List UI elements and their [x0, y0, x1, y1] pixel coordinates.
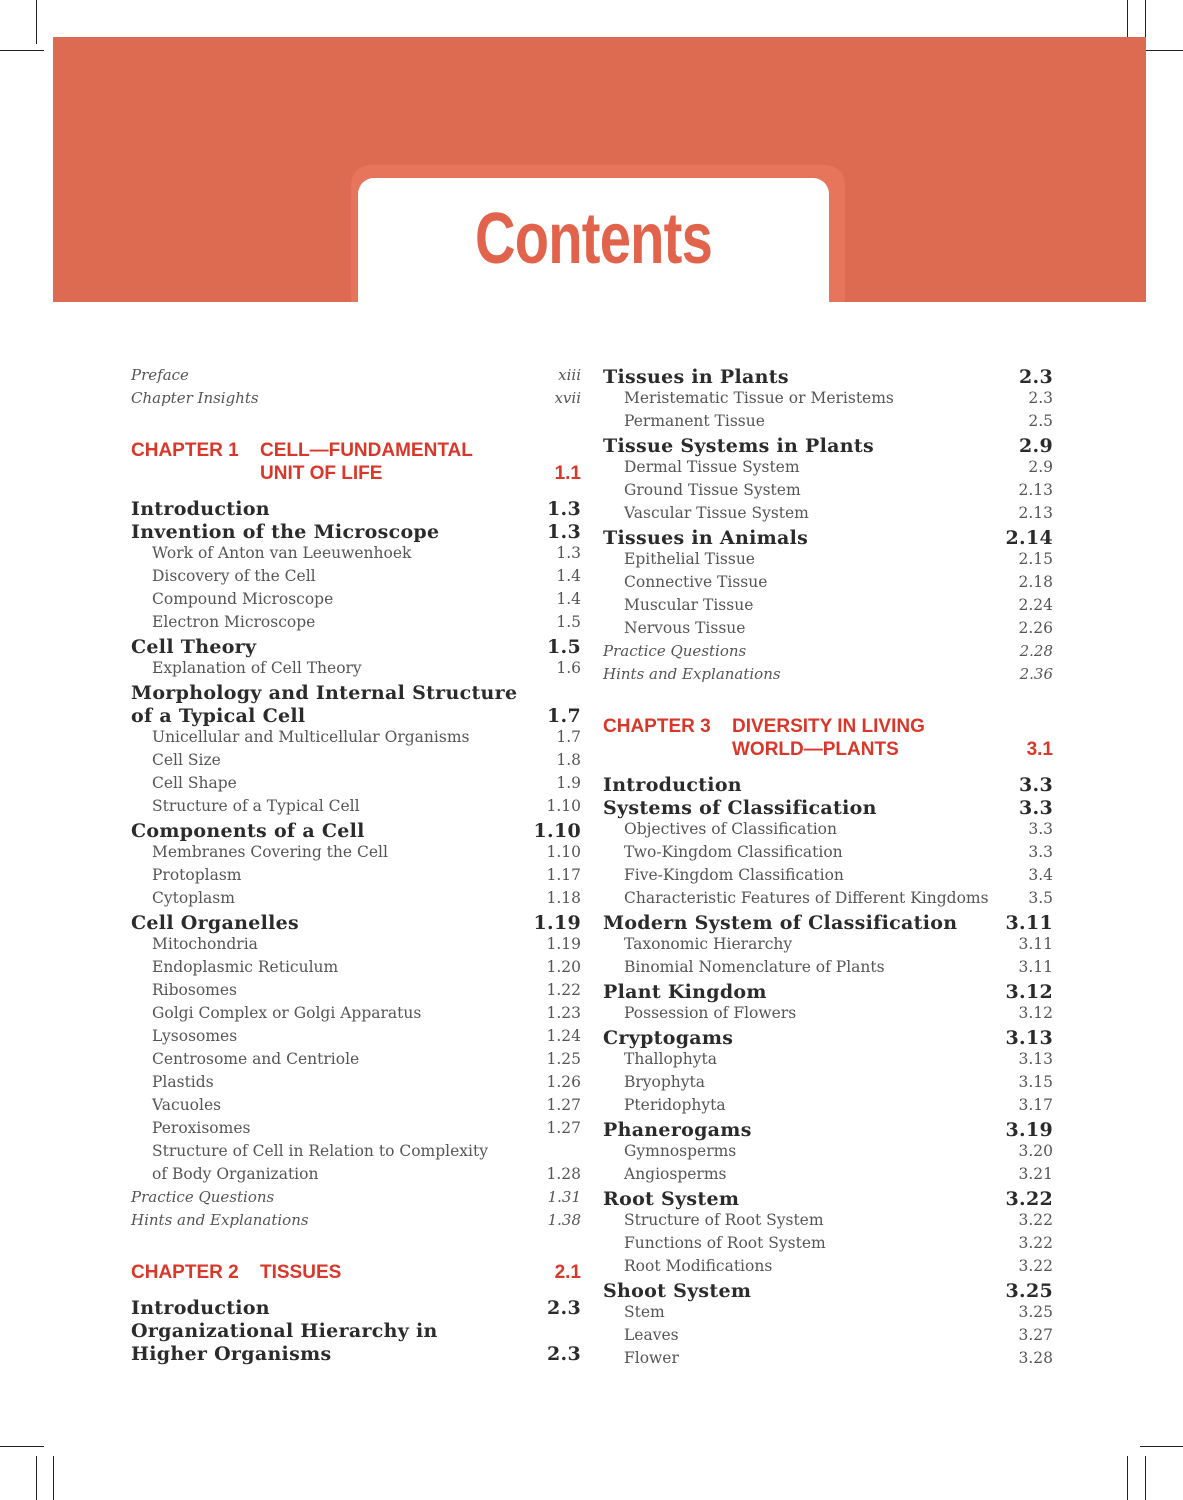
- toc-entry-title: Discovery of the Cell: [152, 567, 316, 585]
- toc-entry[interactable]: [131, 1096, 581, 1119]
- toc-entry-page: 1.10: [546, 843, 581, 861]
- toc-entry-title: Flower: [624, 1349, 679, 1367]
- toc-entry[interactable]: [131, 1073, 581, 1096]
- toc-entry-title: Root Modifications: [624, 1257, 773, 1275]
- toc-entry-page: 3.17: [1018, 1096, 1053, 1114]
- chapter-label: CHAPTER 2: [131, 1262, 239, 1283]
- toc-entry[interactable]: [131, 1211, 581, 1234]
- toc-left-column: [131, 366, 581, 1366]
- toc-entry-title: Possession of Flowers: [624, 1004, 797, 1022]
- chapter-page: 2.1: [554, 1262, 581, 1283]
- toc-entry-page: 1.8: [556, 751, 581, 769]
- toc-entry-page: 1.27: [546, 1096, 581, 1114]
- toc-list: [603, 366, 1053, 688]
- crop-mark: [53, 1456, 54, 1500]
- toc-entry-page: 3.20: [1018, 1142, 1053, 1160]
- crop-mark: [36, 1456, 37, 1500]
- toc-entry[interactable]: [131, 1142, 581, 1165]
- toc-entry[interactable]: [603, 1050, 1053, 1073]
- toc-entry-title: Cell Shape: [152, 774, 237, 792]
- toc-entry[interactable]: [131, 1119, 581, 1142]
- page-title: Contents: [474, 199, 713, 279]
- toc-entry[interactable]: [603, 1280, 1053, 1303]
- toc-entry-page: 2.15: [1018, 550, 1053, 568]
- chapter-title: TISSUES: [260, 1262, 342, 1283]
- toc-entry-page: 3.15: [1018, 1073, 1053, 1091]
- toc-entry-page: 2.9: [1019, 435, 1053, 457]
- toc-entry-page: 3.13: [1018, 1050, 1053, 1068]
- toc-entry-title: Pteridophyta: [624, 1096, 726, 1114]
- toc-entry-page: 1.9: [556, 774, 581, 792]
- toc-entry-page: 3.22: [1018, 1257, 1053, 1275]
- toc-entry[interactable]: [603, 1004, 1053, 1027]
- toc-entry-page: 3.3: [1019, 774, 1053, 796]
- toc-entry[interactable]: [603, 504, 1053, 527]
- toc-entry[interactable]: [131, 981, 581, 1004]
- toc-entry-title: Practice Questions: [131, 1188, 275, 1206]
- toc-entry[interactable]: [131, 636, 581, 659]
- toc-entry-page: 1.27: [546, 1119, 581, 1137]
- toc-entry[interactable]: [603, 412, 1053, 435]
- toc-entry[interactable]: [603, 1234, 1053, 1257]
- toc-entry-title: Plastids: [152, 1073, 214, 1091]
- toc-entry-title: Vascular Tissue System: [624, 504, 809, 522]
- chapter-page: 3.1: [1026, 739, 1053, 760]
- crop-mark: [36, 0, 37, 44]
- toc-entry-page: 1.7: [547, 705, 581, 727]
- chapter-heading[interactable]: [131, 1262, 581, 1285]
- toc-entry-title: Phanerogams: [603, 1119, 752, 1141]
- toc-entry-page: 3.11: [1018, 958, 1053, 976]
- toc-entry-page: 2.14: [1005, 527, 1053, 549]
- toc-entry[interactable]: [603, 665, 1053, 688]
- toc-list: [131, 498, 581, 1234]
- toc-entry[interactable]: [603, 389, 1053, 412]
- toc-entry[interactable]: [603, 1326, 1053, 1349]
- toc-entry-page: 3.11: [1005, 912, 1053, 934]
- toc-entry-title: Angiosperms: [624, 1165, 727, 1183]
- toc-entry-title: Structure of Cell in Relation to Complexity: [152, 1142, 488, 1160]
- toc-entry-page: 3.12: [1018, 1004, 1053, 1022]
- toc-entry-title: Introduction: [131, 1297, 270, 1319]
- toc-entry-page: 2.36: [1019, 665, 1053, 683]
- toc-entry-title: Permanent Tissue: [624, 412, 765, 430]
- toc-entry-title: Introduction: [603, 774, 742, 796]
- toc-entry-page: 3.22: [1005, 1188, 1053, 1210]
- toc-entry[interactable]: [131, 1297, 581, 1320]
- toc-entry[interactable]: [603, 912, 1053, 935]
- toc-entry[interactable]: [603, 889, 1053, 912]
- toc-entry[interactable]: [131, 958, 581, 981]
- toc-entry-page: 2.18: [1018, 573, 1053, 591]
- toc-entry-page: 1.22: [546, 981, 581, 999]
- toc-entry[interactable]: [131, 544, 581, 567]
- toc-entry-page: 1.28: [546, 1165, 581, 1183]
- toc-entry-page: 2.26: [1018, 619, 1053, 637]
- toc-entry-page: 2.3: [547, 1297, 581, 1319]
- toc-entry-page: 1.18: [546, 889, 581, 907]
- toc-entry[interactable]: [603, 935, 1053, 958]
- toc-entry-page: 1.10: [546, 797, 581, 815]
- toc-entry-title: Explanation of Cell Theory: [152, 659, 362, 677]
- toc-entry[interactable]: [603, 550, 1053, 573]
- toc-entry-title: Ribosomes: [152, 981, 237, 999]
- toc-entry-title: Unicellular and Multicellular Organisms: [152, 728, 470, 746]
- toc-entry-title: Systems of Classification: [603, 797, 877, 819]
- toc-entry-page: 1.5: [556, 613, 581, 631]
- crop-mark: [1145, 1456, 1146, 1500]
- toc-entry[interactable]: [131, 1004, 581, 1027]
- toc-entry-title: of Body Organization: [152, 1165, 319, 1183]
- crop-mark: [0, 1446, 44, 1447]
- toc-entry-title: Nervous Tissue: [624, 619, 746, 637]
- toc-entry-page: xvii: [554, 389, 581, 407]
- toc-entry[interactable]: [603, 1073, 1053, 1096]
- toc-entry-page: 1.19: [533, 912, 581, 934]
- toc-entry[interactable]: [131, 751, 581, 774]
- toc-entry-page: 1.17: [546, 866, 581, 884]
- toc-entry[interactable]: [131, 705, 581, 728]
- toc-entry-page: 1.10: [533, 820, 581, 842]
- toc-entry-title: Mitochondria: [152, 935, 258, 953]
- toc-entry[interactable]: [131, 567, 581, 590]
- toc-entry-title: Leaves: [624, 1326, 679, 1344]
- toc-entry-title: Cytoplasm: [152, 889, 235, 907]
- toc-entry-title: Hints and Explanations: [603, 665, 781, 683]
- toc-entry-page: 1.6: [556, 659, 581, 677]
- toc-entry-title: Tissues in Animals: [603, 527, 809, 549]
- toc-entry[interactable]: [603, 573, 1053, 596]
- toc-entry-title: Chapter Insights: [131, 389, 259, 407]
- toc-entry-page: 3.3: [1028, 820, 1053, 838]
- toc-entry[interactable]: [131, 935, 581, 958]
- toc-entry[interactable]: [603, 596, 1053, 619]
- toc-entry-title: Higher Organisms: [131, 1343, 332, 1365]
- toc-entry-title: Tissue Systems in Plants: [603, 435, 874, 457]
- crop-mark: [0, 50, 44, 51]
- toc-entry-title: Centrosome and Centriole: [152, 1050, 360, 1068]
- toc-entry-title: Work of Anton van Leeuwenhoek: [152, 544, 412, 562]
- toc-entry-page: 1.23: [546, 1004, 581, 1022]
- toc-entry[interactable]: [131, 659, 581, 682]
- toc-entry-page: 3.25: [1018, 1303, 1053, 1321]
- toc-entry-page: 1.25: [546, 1050, 581, 1068]
- toc-entry-page: 3.25: [1005, 1280, 1053, 1302]
- toc-entry-title: Root System: [603, 1188, 740, 1210]
- toc-entry-title: Ground Tissue System: [624, 481, 801, 499]
- toc-entry-page: 3.5: [1028, 889, 1053, 907]
- toc-entry-title: Cell Organelles: [131, 912, 300, 934]
- toc-entry-page: 3.22: [1018, 1234, 1053, 1252]
- chapter-label: CHAPTER 1: [131, 440, 239, 461]
- chapter-label: CHAPTER 3: [603, 716, 711, 737]
- toc-entry[interactable]: [131, 1027, 581, 1050]
- toc-entry-page: 3.28: [1018, 1349, 1053, 1367]
- toc-entry[interactable]: [603, 1303, 1053, 1326]
- toc-entry-title: Vacuoles: [152, 1096, 222, 1114]
- toc-entry-page: 3.3: [1028, 843, 1053, 861]
- toc-entry[interactable]: [131, 728, 581, 751]
- toc-entry-page: 1.20: [546, 958, 581, 976]
- toc-entry[interactable]: [131, 366, 581, 389]
- toc-entry[interactable]: [603, 1257, 1053, 1280]
- toc-entry-title: Introduction: [131, 498, 270, 520]
- toc-entry[interactable]: [603, 642, 1053, 665]
- toc-entry-page: 3.3: [1019, 797, 1053, 819]
- toc-entry-page: 1.4: [556, 567, 581, 585]
- toc-entry[interactable]: [603, 1211, 1053, 1234]
- toc-entry-title: Objectives of Classification: [624, 820, 837, 838]
- toc-entry-title: Invention of the Microscope: [131, 521, 440, 543]
- toc-entry-page: 2.5: [1028, 412, 1053, 430]
- toc-entry-page: 1.3: [547, 521, 581, 543]
- toc-entry-title: Muscular Tissue: [624, 596, 754, 614]
- chapter-title: UNIT OF LIFE: [260, 463, 383, 484]
- chapter-title: DIVERSITY IN LIVING: [732, 716, 925, 737]
- toc-entry-page: 2.13: [1018, 481, 1053, 499]
- toc-entry[interactable]: [603, 1165, 1053, 1188]
- toc-entry-title: Hints and Explanations: [131, 1211, 309, 1229]
- toc-entry-title: Epithelial Tissue: [624, 550, 755, 568]
- chapter-page: 1.1: [554, 463, 581, 484]
- toc-entry-title: Practice Questions: [603, 642, 747, 660]
- toc-entry-title: Stem: [624, 1303, 665, 1321]
- toc-entry-page: 2.3: [1028, 389, 1053, 407]
- toc-entry-title: Taxonomic Hierarchy: [624, 935, 793, 953]
- toc-entry[interactable]: [603, 866, 1053, 889]
- toc-entry[interactable]: [131, 866, 581, 889]
- toc-entry[interactable]: [603, 774, 1053, 797]
- toc-entry-title: Components of a Cell: [131, 820, 365, 842]
- toc-entry-title: Cell Size: [152, 751, 221, 769]
- toc-entry-page: 1.38: [547, 1211, 581, 1229]
- toc-entry-title: Meristematic Tissue or Meristems: [624, 389, 894, 407]
- toc-entry-title: Structure of a Typical Cell: [152, 797, 360, 815]
- toc-entry-page: 2.13: [1018, 504, 1053, 522]
- toc-entry-page: 1.19: [546, 935, 581, 953]
- toc-entry-page: 3.21: [1018, 1165, 1053, 1183]
- toc-entry-page: 3.4: [1028, 866, 1053, 884]
- toc-list: [603, 774, 1053, 1372]
- toc-entry-title: Endoplasmic Reticulum: [152, 958, 339, 976]
- toc-entry[interactable]: [131, 1050, 581, 1073]
- toc-entry[interactable]: [131, 590, 581, 613]
- toc-entry[interactable]: [603, 820, 1053, 843]
- toc-entry[interactable]: [131, 843, 581, 866]
- toc-entry[interactable]: [603, 366, 1053, 389]
- toc-right-column: [603, 366, 1053, 1372]
- toc-entry-page: 3.13: [1005, 1027, 1053, 1049]
- chapter-heading[interactable]: [603, 716, 1053, 762]
- toc-entry-title: Structure of Root System: [624, 1211, 824, 1229]
- toc-entry-page: 3.11: [1018, 935, 1053, 953]
- toc-entry-title: Characteristic Features of Different Kingdoms: [624, 889, 989, 907]
- crop-mark: [1127, 1456, 1128, 1500]
- toc-entry[interactable]: [603, 1027, 1053, 1050]
- toc-entry[interactable]: [603, 1119, 1053, 1142]
- toc-entry-title: Bryophyta: [624, 1073, 706, 1091]
- toc-entry[interactable]: [603, 843, 1053, 866]
- toc-entry-title: Golgi Complex or Golgi Apparatus: [152, 1004, 422, 1022]
- toc-entry[interactable]: [603, 1188, 1053, 1211]
- toc-entry[interactable]: [131, 774, 581, 797]
- toc-entry-title: Protoplasm: [152, 866, 242, 884]
- toc-entry-title: Five-Kingdom Classification: [624, 866, 844, 884]
- toc-entry[interactable]: [603, 797, 1053, 820]
- toc-entry-title: Membranes Covering the Cell: [152, 843, 388, 861]
- toc-entry-page: 3.12: [1005, 981, 1053, 1003]
- toc-entry-title: Two-Kingdom Classification: [624, 843, 843, 861]
- toc-entry-title: Tissues in Plants: [603, 366, 789, 388]
- toc-entry-page: 1.24: [546, 1027, 581, 1045]
- chapter-heading[interactable]: [131, 440, 581, 486]
- toc-entry[interactable]: [603, 1096, 1053, 1119]
- toc-entry[interactable]: [131, 682, 581, 705]
- toc-entry[interactable]: [603, 958, 1053, 981]
- toc-entry-page: 1.31: [547, 1188, 581, 1206]
- toc-entry[interactable]: [131, 613, 581, 636]
- toc-entry-page: 1.5: [547, 636, 581, 658]
- toc-entry[interactable]: [131, 498, 581, 521]
- crop-mark: [1140, 1446, 1183, 1447]
- toc-entry-page: 1.3: [547, 498, 581, 520]
- toc-entry-page: 2.3: [547, 1343, 581, 1365]
- toc-entry-title: Connective Tissue: [624, 573, 768, 591]
- chapter-title: WORLD—PLANTS: [732, 739, 899, 760]
- toc-entry[interactable]: [131, 521, 581, 544]
- toc-entry[interactable]: [603, 458, 1053, 481]
- toc-entry-title: Dermal Tissue System: [624, 458, 800, 476]
- toc-entry[interactable]: [603, 619, 1053, 642]
- toc-entry-page: 2.28: [1019, 642, 1053, 660]
- toc-entry-title: Cell Theory: [131, 636, 257, 658]
- toc-entry-title: Thallophyta: [624, 1050, 717, 1068]
- toc-entry[interactable]: [603, 481, 1053, 504]
- toc-entry[interactable]: [131, 389, 581, 412]
- toc-entry-title: Morphology and Internal Structure: [131, 682, 518, 704]
- toc-entry-title: Modern System of Classification: [603, 912, 958, 934]
- toc-entry-page: 1.4: [556, 590, 581, 608]
- toc-entry-title: Functions of Root System: [624, 1234, 826, 1252]
- toc-entry[interactable]: [603, 1142, 1053, 1165]
- toc-entry[interactable]: [131, 889, 581, 912]
- toc-entry-page: 3.27: [1018, 1326, 1053, 1344]
- toc-entry-page: xiii: [558, 366, 581, 384]
- toc-entry[interactable]: [131, 820, 581, 843]
- toc-entry-title: Electron Microscope: [152, 613, 316, 631]
- toc-entry-page: 3.19: [1005, 1119, 1053, 1141]
- toc-entry-title: Preface: [131, 366, 189, 384]
- toc-entry[interactable]: [603, 981, 1053, 1004]
- toc-entry-title: Compound Microscope: [152, 590, 334, 608]
- toc-entry-title: Peroxisomes: [152, 1119, 251, 1137]
- chapter-title: CELL—FUNDAMENTAL: [260, 440, 473, 461]
- toc-entry-page: 1.7: [556, 728, 581, 746]
- toc-entry-title: Binomial Nomenclature of Plants: [624, 958, 885, 976]
- toc-entry-title: Cryptogams: [603, 1027, 734, 1049]
- toc-entry-title: Organizational Hierarchy in: [131, 1320, 438, 1342]
- toc-entry[interactable]: [131, 1343, 581, 1366]
- toc-entry[interactable]: [131, 912, 581, 935]
- toc-entry-page: 2.24: [1018, 596, 1053, 614]
- toc-entry-page: 2.3: [1019, 366, 1053, 388]
- toc-entry[interactable]: [603, 527, 1053, 550]
- toc-entry-page: 1.26: [546, 1073, 581, 1091]
- toc-entry-page: 2.9: [1028, 458, 1053, 476]
- toc-entry-page: 3.22: [1018, 1211, 1053, 1229]
- crop-mark: [1140, 50, 1183, 51]
- toc-entry-title: Plant Kingdom: [603, 981, 767, 1003]
- toc-entry[interactable]: [603, 1349, 1053, 1372]
- toc-entry[interactable]: [603, 435, 1053, 458]
- toc-entry[interactable]: [131, 797, 581, 820]
- toc-entry[interactable]: [131, 1320, 581, 1343]
- toc-entry-title: Shoot System: [603, 1280, 752, 1302]
- toc-entry-title: Gymnosperms: [624, 1142, 737, 1160]
- toc-entry-title: of a Typical Cell: [131, 705, 306, 727]
- toc-entry-page: 1.3: [556, 544, 581, 562]
- toc-entry-title: Lysosomes: [152, 1027, 238, 1045]
- toc-entry[interactable]: [131, 1188, 581, 1211]
- toc-entry[interactable]: [131, 1165, 581, 1188]
- toc-list: [131, 1297, 581, 1366]
